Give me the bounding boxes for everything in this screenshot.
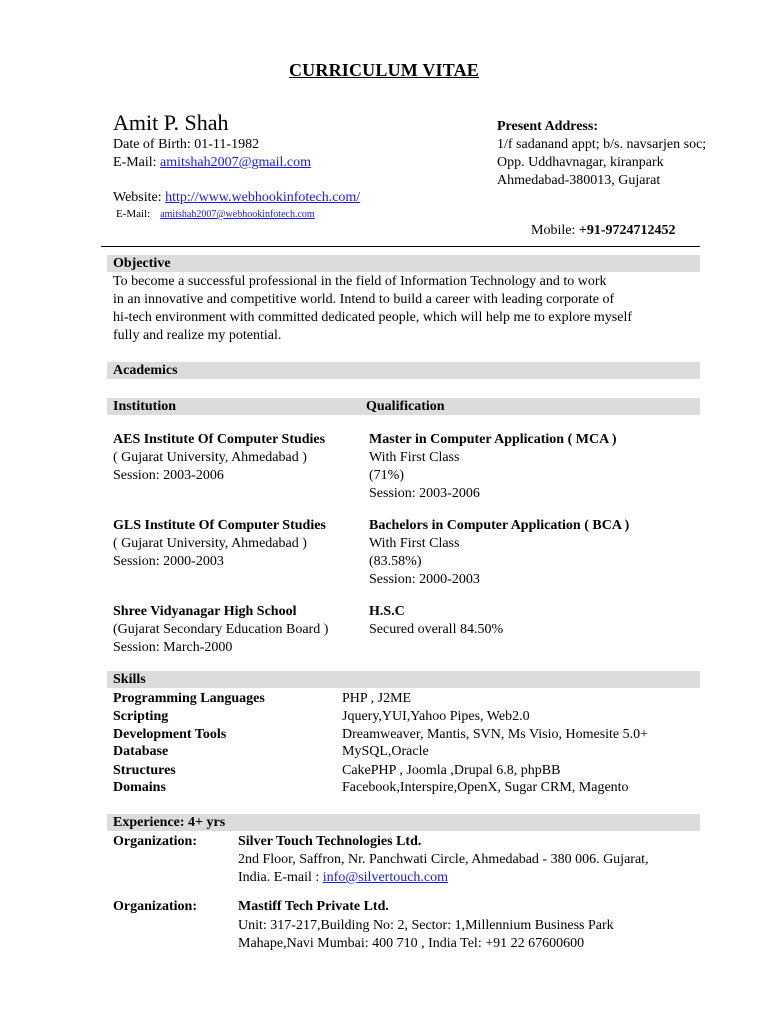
- org-address-1b: [238, 869, 448, 887]
- mobile-number: +91-9724712452: [578, 223, 676, 238]
- objective-section-bar: [107, 255, 700, 272]
- institution-detail-3b: Session: March-2000: [113, 640, 233, 655]
- qualification-column-label: Qualification: [366, 399, 445, 414]
- qualification-detail-3a: Secured overall 84.50%: [369, 622, 504, 637]
- skills-section-bar: [107, 671, 700, 688]
- email-line: [113, 154, 311, 172]
- email2-link[interactable]: amitshah2007@webhookinfotech.com: [160, 209, 315, 220]
- skill-label-domains: Domains: [113, 780, 166, 795]
- email-link[interactable]: amitshah2007@gmail.com: [160, 155, 311, 170]
- org-label-2: Organization:: [113, 899, 197, 914]
- qualification-detail-1b: (71%): [369, 468, 404, 483]
- skill-label-programming: Programming Languages: [113, 691, 265, 706]
- skill-value-scripting: Jquery,YUI,Yahoo Pipes, Web2.0: [342, 709, 530, 724]
- address-line-1: 1/f sadanand appt; b/s. navsarjen soc;: [497, 137, 707, 152]
- skill-value-database: MySQL,Oracle: [342, 744, 429, 759]
- institution-detail-1b: Session: 2003-2006: [113, 468, 224, 483]
- org-address-1a: 2nd Floor, Saffron, Nr. Panchwati Circle, Ahmedabad - 380 006. Gujarat,: [238, 852, 649, 867]
- email2-label: E-Mail:: [116, 208, 151, 220]
- document-title: CURRICULUM VITAE: [288, 60, 480, 80]
- email2-line: [116, 208, 315, 220]
- academics-section-bar: [107, 362, 700, 379]
- skill-value-devtools: Dreamweaver, Mantis, SVN, Ms Visio, Homesite 5.0+: [342, 727, 649, 742]
- email-label: E-Mail:: [113, 155, 161, 170]
- qualification-detail-1a: With First Class: [369, 450, 460, 465]
- skill-label-devtools: Development Tools: [113, 727, 227, 742]
- mobile-label: Mobile:: [531, 223, 579, 238]
- website-label: Website:: [113, 190, 166, 205]
- academics-column-header: [107, 398, 700, 415]
- skill-value-domains: Facebook,Interspire,OpenX, Sugar CRM, Magento: [342, 780, 629, 795]
- date-of-birth: Date of Birth: 01-11-1982: [113, 137, 260, 152]
- org-name-1: Silver Touch Technologies Ltd.: [238, 834, 422, 849]
- academics-heading: Academics: [113, 363, 178, 378]
- qualification-detail-2c: Session: 2000-2003: [369, 572, 480, 587]
- org-address-2b: Mahape,Navi Mumbai: 400 710 , India Tel: +91 22 67600600: [238, 936, 585, 951]
- org-name-2: Mastiff Tech Private Ltd.: [238, 899, 389, 914]
- address-heading: Present Address:: [497, 119, 598, 134]
- candidate-name: Amit P. Shah: [113, 110, 229, 135]
- mobile-line: [531, 222, 675, 240]
- qualification-detail-1c: Session: 2003-2006: [369, 486, 480, 501]
- org-email-prefix-1: India. E-mail :: [238, 870, 323, 885]
- org-address-2a: Unit: 317-217,Building No: 2, Sector: 1,Millennium Business Park: [238, 918, 614, 933]
- address-line-3: Ahmedabad-380013, Gujarat: [497, 173, 661, 188]
- institution-detail-3a: (Gujarat Secondary Education Board ): [113, 622, 329, 637]
- objective-line-3: hi-tech environment with committed dedicated people, which will help me to explore myself: [113, 310, 633, 325]
- objective-heading: Objective: [113, 256, 171, 271]
- skill-value-structures: CakePHP , Joomla ,Drupal 6.8, phpBB: [342, 763, 561, 778]
- institution-name-1: AES Institute Of Computer Studies: [113, 432, 326, 447]
- qualification-detail-2b: (83.58%): [369, 554, 422, 569]
- experience-heading: Experience: 4+ yrs: [113, 815, 226, 830]
- institution-detail-2a: ( Gujarat University, Ahmedabad ): [113, 536, 307, 551]
- org-email-link-1[interactable]: info@silvertouch.com: [322, 870, 449, 885]
- objective-line-2: in an innovative and competitive world. Intend to build a career with leading corporate of: [113, 292, 615, 307]
- website-line: [113, 189, 360, 207]
- experience-section-bar: [107, 814, 700, 831]
- institution-detail-1a: ( Gujarat University, Ahmedabad ): [113, 450, 307, 465]
- header-divider: [101, 246, 700, 247]
- qualification-name-1: Master in Computer Application ( MCA ): [369, 432, 617, 447]
- objective-line-4: fully and realize my potential.: [113, 328, 282, 343]
- address-line-2: Opp. Uddhavnagar, kiranpark: [497, 155, 664, 170]
- objective-line-1: To become a successful professional in the field of Information Technology and to work: [113, 274, 607, 289]
- skills-heading: Skills: [113, 672, 146, 687]
- skill-value-programming: PHP , J2ME: [342, 691, 412, 706]
- institution-detail-2b: Session: 2000-2003: [113, 554, 224, 569]
- skill-label-database: Database: [113, 744, 169, 759]
- qualification-name-3: H.S.C: [369, 604, 405, 619]
- org-label-1: Organization:: [113, 834, 197, 849]
- institution-name-2: GLS Institute Of Computer Studies: [113, 518, 326, 533]
- institution-column-label: Institution: [113, 399, 177, 414]
- website-link[interactable]: http://www.webhookinfotech.com/: [165, 190, 361, 205]
- qualification-detail-2a: With First Class: [369, 536, 460, 551]
- institution-name-3: Shree Vidyanagar High School: [113, 604, 297, 619]
- qualification-name-2: Bachelors in Computer Application ( BCA ): [369, 518, 630, 533]
- skill-label-structures: Structures: [113, 763, 176, 778]
- skill-label-scripting: Scripting: [113, 709, 169, 724]
